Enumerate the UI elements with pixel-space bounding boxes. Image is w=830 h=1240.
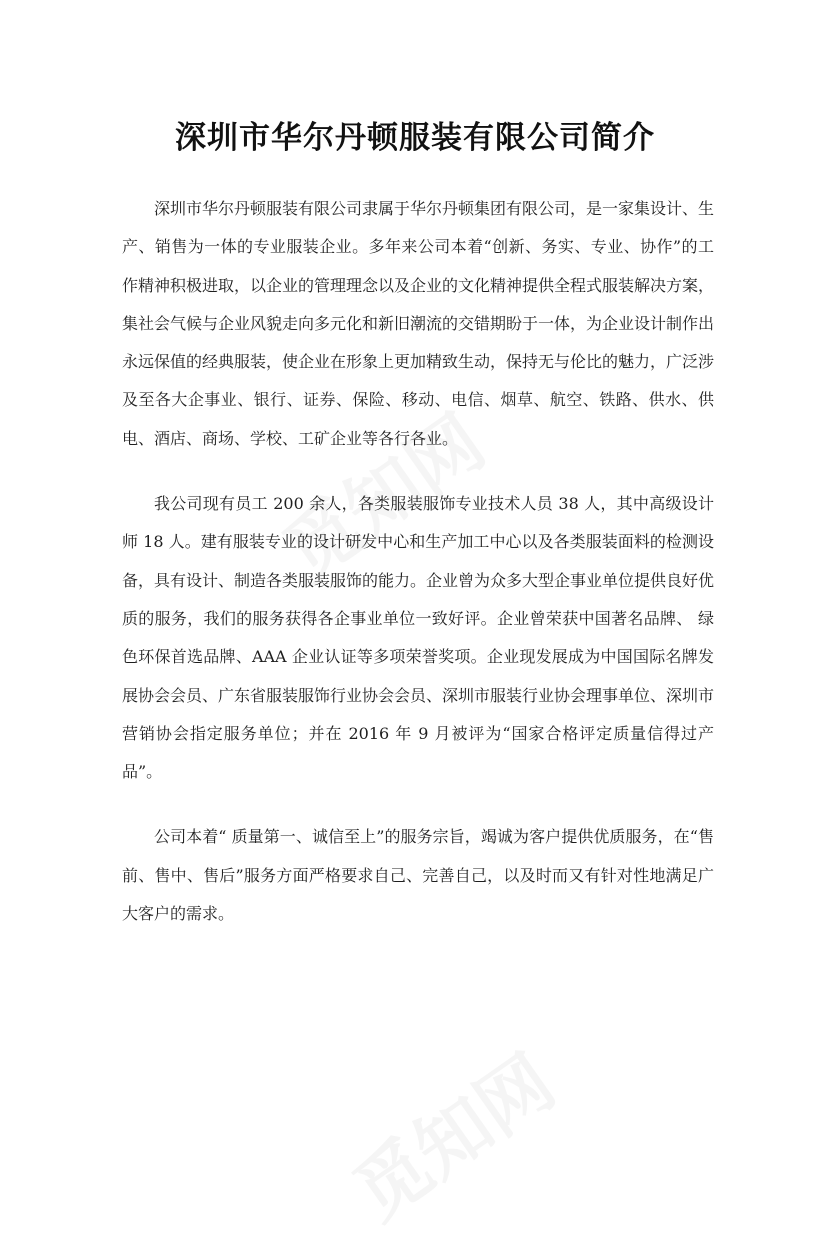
watermark <box>330 1026 573 1240</box>
page-title: 深圳市华尔丹顿服装有限公司简介 <box>175 120 655 156</box>
paragraph-staff: 我公司现有员工 200 余人，各类服装服饰专业技术人员 38 人，其中高级设计师 18 人。建有服装专业的设计研发中心和生产加工中心以及各类服装面料的检测设备，具有设计、制造各类服装服饰的能力。企业曾为众多大型企事业单位提供良好优质的服务，我们的服务获得各企事业单位一致好评。企业曾荣获中国著名品牌、 绿色环保首选品牌、AAA 企业认证等多项荣誉奖项。企业现发展成为中国国际名牌发展协会会员、广东省服装服饰行业协会会员、深圳市服装行业协会理事单位、深圳市营销协会指定服务单位；并在 2016 年 9 月被评为“国家合格评定质量信得过产品”。 <box>122 494 715 782</box>
paragraph-intro: 深圳市华尔丹顿服装有限公司隶属于华尔丹顿集团有限公司，是一家集设计、生产、销售为一体的专业服装企业。多年来公司本着“创新、务实、专业、协作”的工作精神积极进取，以企业的管理理念以及企业的文化精神提供全程式服装解决方案，集社会气候与企业风貌走向多元化和新旧潮流的交错期盼于一体，为企业设计制作出永远保值的经典服装，使企业在形象上更加精致生动，保持无与伦比的魅力，广泛涉及至各大企事业、银行、证券、保险、移动、电信、烟草、航空、铁路、供水、供电、酒店、商场、学校、工矿企业等各行各业。 <box>122 199 715 448</box>
document-body <box>122 190 714 933</box>
paragraph-service: 公司本着“ 质量第一、诚信至上”的服务宗旨，竭诚为客户提供优质服务，在“售前、售中、售后”服务方面严格要求自己、完善自己，以及时而又有针对性地满足广大客户的需求。 <box>122 827 714 924</box>
